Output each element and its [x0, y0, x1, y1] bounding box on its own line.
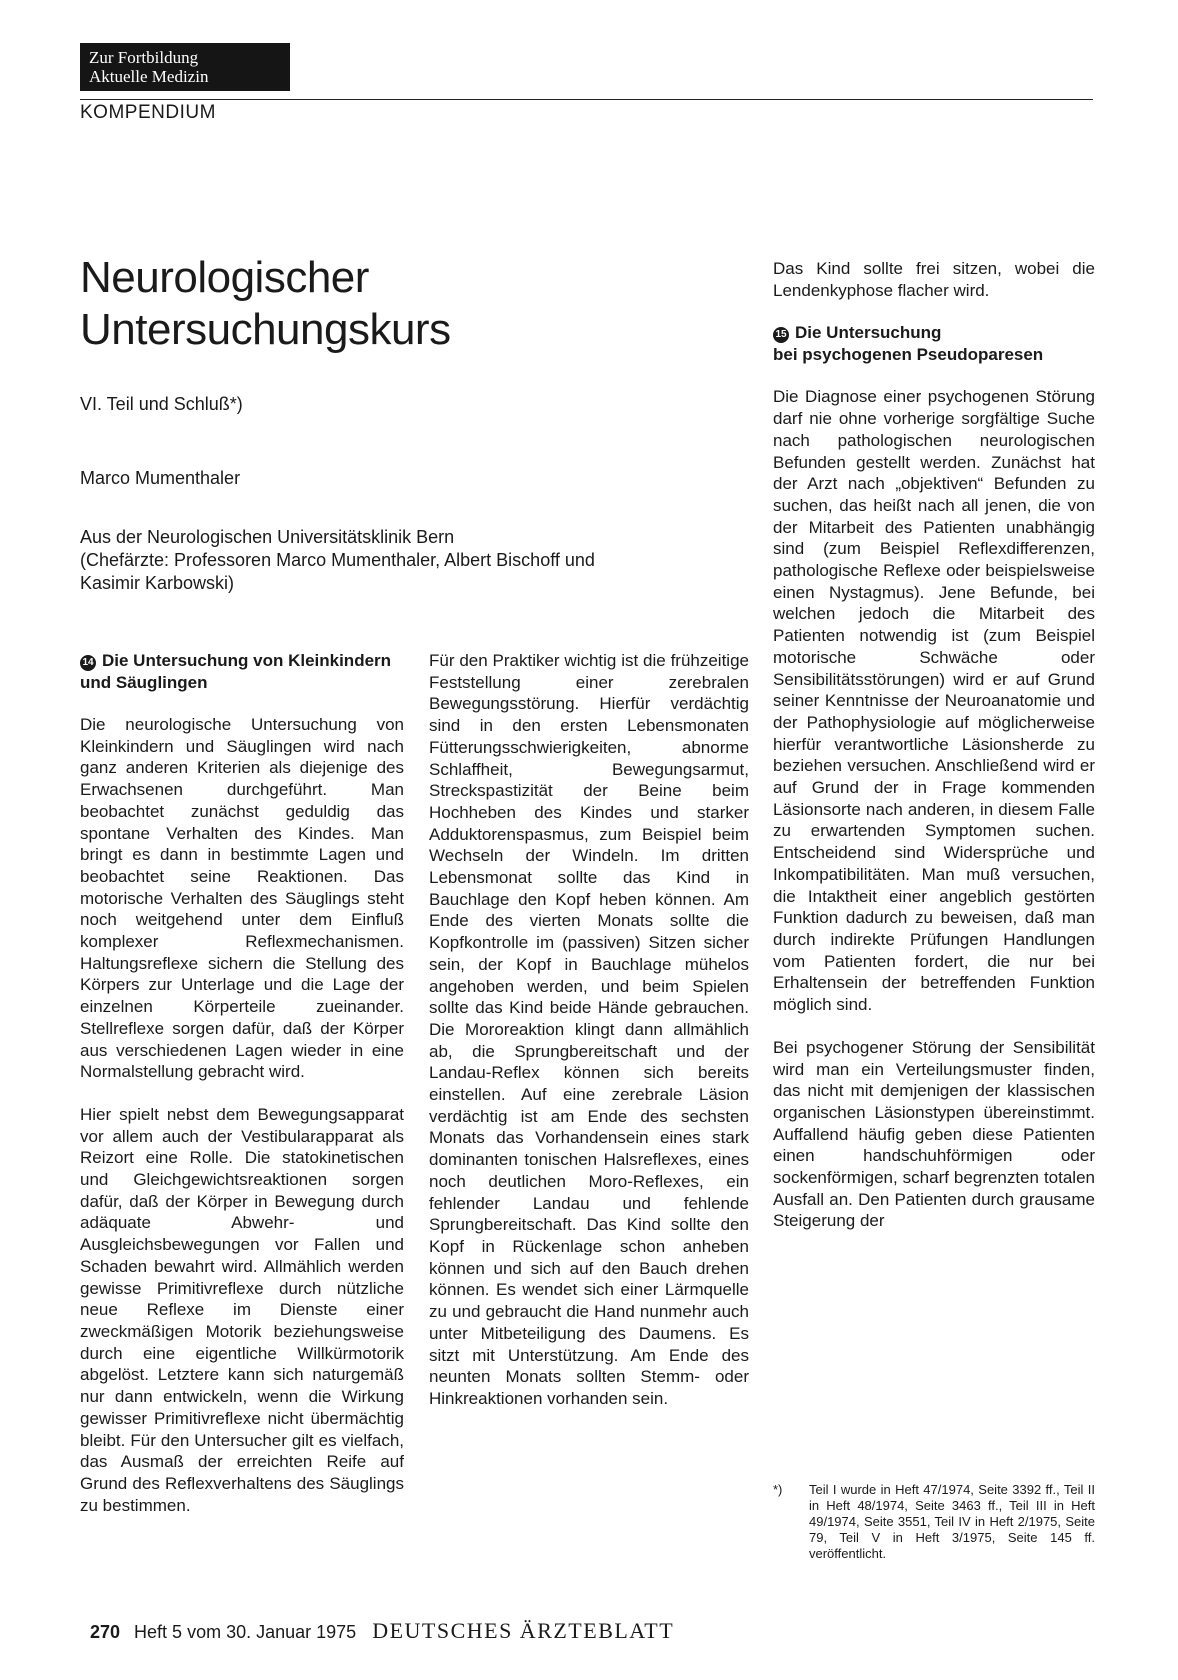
- page-footer: [90, 1618, 674, 1644]
- section-14-paragraph-1: Die neurologische Untersuchung von Kleinkindern und Säuglingen wird nach ganz anderen Kriterien als diejenige des Erwachsenen durchgeführt. Man beobachtet zunächst geduldig das spontane Verhalten des Kindes. Man bringt es dann in bestimmte Lagen und beobachtet seine Reaktionen. Das motorische Verhalten des Säuglings steht noch weitgehend unter dem Einfluß komplexer Reflexmechanismen. Haltungsreflexe sichern die Stellung des Körpers zur Unterlage und die Lage der einzelnen Körperteile zueinander. Stellreflexe sorgen dafür, daß der Körper aus verschiedenen Lagen wieder in eine Normalstellung gebracht wird.: [80, 715, 404, 1082]
- section-14-paragraph-4: Das Kind sollte frei sitzen, wobei die Lendenkyphose flacher wird.: [773, 259, 1095, 300]
- section-tag-line1: Zur Fortbildung: [89, 48, 199, 67]
- footnote: [773, 1482, 1095, 1562]
- section-15-paragraph-2: Bei psychogener Störung der Sensibilität wird man ein Verteilungsmuster finden, das nicht mit demjenigen der klassischen organischen Läsionstypen übereinstimmt. Auffallend häufig geben diese Patienten einen handschuhförmigen oder sockenförmigen, scharf begrenzten totalen Ausfall an. Den Patienten durch grausame Steigerung der: [773, 1037, 1095, 1231]
- article-title: [80, 252, 451, 356]
- issue-info: Heft 5 vom 30. Januar 1975: [134, 1622, 357, 1642]
- section-tag: [80, 43, 290, 91]
- section-14-paragraph-2: Hier spielt nebst dem Bewegungsapparat vor allem auch der Vestibularapparat als Reizort eine Rolle. Die statokinetischen und Gleichgewichtsreaktionen sorgen dafür, daß der Körper in Bewegung durch adäquate Abwehr- und Ausgleichsbewegungen vor Fallen und Schaden bewahrt wird. Allmählich werden gewisse Primitivreflexe durch nützliche neue Reflexe im Dienste einer zweckmäßigen Motorik beziehungsweise durch eine eigentliche Willkürmotorik abgelöst. Letztere kann sich naturgemäß nur dann entwickeln, wenn die Wirkung gewisser Primitivreflexe nicht übermächtig bleibt. Für den Untersucher gilt es vielfach, das Ausmaß der erreichten Reife auf Grund des Reflexverhaltens des Säuglings zu bestimmen.: [80, 1104, 404, 1515]
- footnote-text: Teil I wurde in Heft 47/1974, Seite 3392 ff., Teil II in Heft 48/1974, Seite 3463 ff., Teil III in Heft 49/1974, Seite 3551, Teil IV in Heft 2/1975, Seite 79, Teil V in Heft 3/1975, Seite 145 ff. veröffentlicht.: [809, 1482, 1095, 1561]
- section-14-heading: [80, 650, 404, 693]
- text-column-1: [80, 650, 404, 1537]
- section-15-heading: [773, 322, 1095, 365]
- article-subtitle: VI. Teil und Schluß*): [80, 394, 243, 414]
- section-14-heading-text: Die Untersuchung von Kleinkindern und Säuglingen: [80, 651, 392, 692]
- author-name: Marco Mumenthaler: [80, 468, 241, 488]
- section-15-paragraph-1: Die Diagnose einer psychogenen Störung darf nie ohne vorherige sorgfältige Suche nach pathologischen neurologischen Befunden gestellt werden. Zunächst hat der Arzt nach „objektiven“ Befunden zu suchen, das heißt nach all jenen, die von der Mitarbeit des Patienten unabhängig sind (zum Beispiel Reflexdifferenzen, pathologische Reflexe oder beispielsweise einen Nystagmus). Jene Befunde, bei welchen jedoch die Mitarbeit des Patienten notwendig ist (zum Beispiel motorische Schwäche oder Sensibilitätsstörungen) wird er auf Grund seiner Kenntnisse der Neuroanatomie und der Pathophysiologie auf möglicherweise hierfür verantwortliche Läsionsherde zu beziehen versuchen. Anschließend wird er auf Grund der in Frage kommenden Läsionsorte nach anderen, in diesem Falle zu erwartenden Symptomen suchen. Entscheidend sind Widersprüche und Inkompatibilitäten. Man muß versuchen, die Intaktheit einer angeblich gestörten Funktion dadurch zu beweisen, daß man durch indirekte Prüfungen Handlungen vom Patienten fordert, die nur bei Erhaltensein der betreffenden Funktion möglich sind.: [773, 387, 1095, 1015]
- section-15-heading-line-2: bei psychogenen Pseudoparesen: [773, 344, 1044, 364]
- affiliation-line-1: Aus der Neurologischen Universitätsklinik Bern: [80, 527, 455, 547]
- text-column-3: [773, 258, 1095, 1253]
- author-affiliation: [80, 526, 720, 595]
- footnote-mark: *): [773, 1482, 783, 1497]
- affiliation-line-3: Kasimir Karbowski): [80, 573, 235, 593]
- section-14-paragraph-3: Für den Praktiker wichtig ist die frühzeitige Feststellung einer zerebralen Bewegungsstörung. Hierfür verdächtig sind in den ersten Lebensmonaten Fütterungsschwierigkeiten, abnorme Schlaffheit, Bewegungsarmut, Streckspastizität der Beine beim Hochheben des Kindes und starker Adduktorenspasmus, zum Beispiel beim Wechseln der Windeln. Im dritten Lebensmonat sollte das Kind in Bauchlage den Kopf heben können. Am Ende des vierten Monats sollte die Kopfkontrolle im (passiven) Sitzen sicher sein, der Kopf in Bauchlage mühelos angehoben werden, und beim Spielen sollte das Kind beide Hände gebrauchen. Die Mororeaktion klingt dann allmählich ab, die Sprungbereitschaft und der Landau-Reflex können sich bereits einstellen. Auf eine zerebrale Läsion verdächtig ist am Ende des sechsten Monats das Vorhandensein eines stark dominanten tonischen Halsreflexes, eines noch deutlichen Moro-Reflexes, ein fehlender Landau und fehlende Sprungbereitschaft. Das Kind sollte den Kopf in Rückenlage schon anheben können und sich auf den Bauch drehen können. Es wendet sich einer Lärmquelle zu und gebraucht die Hand nunmehr auch unter Mitbeteiligung des Daumens. Es sitzt mit Unterstützung. Am Ende des neunten Monats sollten Stemm- oder Hinkreaktionen vorhanden sein.: [429, 651, 749, 1408]
- header-rule: [80, 99, 1093, 100]
- section-tag-line2: Aktuelle Medizin: [89, 67, 209, 86]
- title-line-1: Neurologischer: [80, 253, 369, 302]
- section-number-badge: 15: [773, 327, 789, 343]
- section-number-badge: 14: [80, 655, 96, 671]
- text-column-2: [429, 650, 749, 1431]
- category-label: KOMPENDIUM: [80, 102, 216, 123]
- section-15-heading-line-1: Die Untersuchung: [795, 323, 942, 343]
- page-number: 270: [90, 1622, 121, 1642]
- journal-name: DEUTSCHES ÄRZTEBLATT: [372, 1618, 675, 1643]
- title-line-2: Untersuchungskurs: [80, 305, 451, 354]
- affiliation-line-2: (Chefärzte: Professoren Marco Mumenthaler, Albert Bischoff und: [80, 550, 595, 570]
